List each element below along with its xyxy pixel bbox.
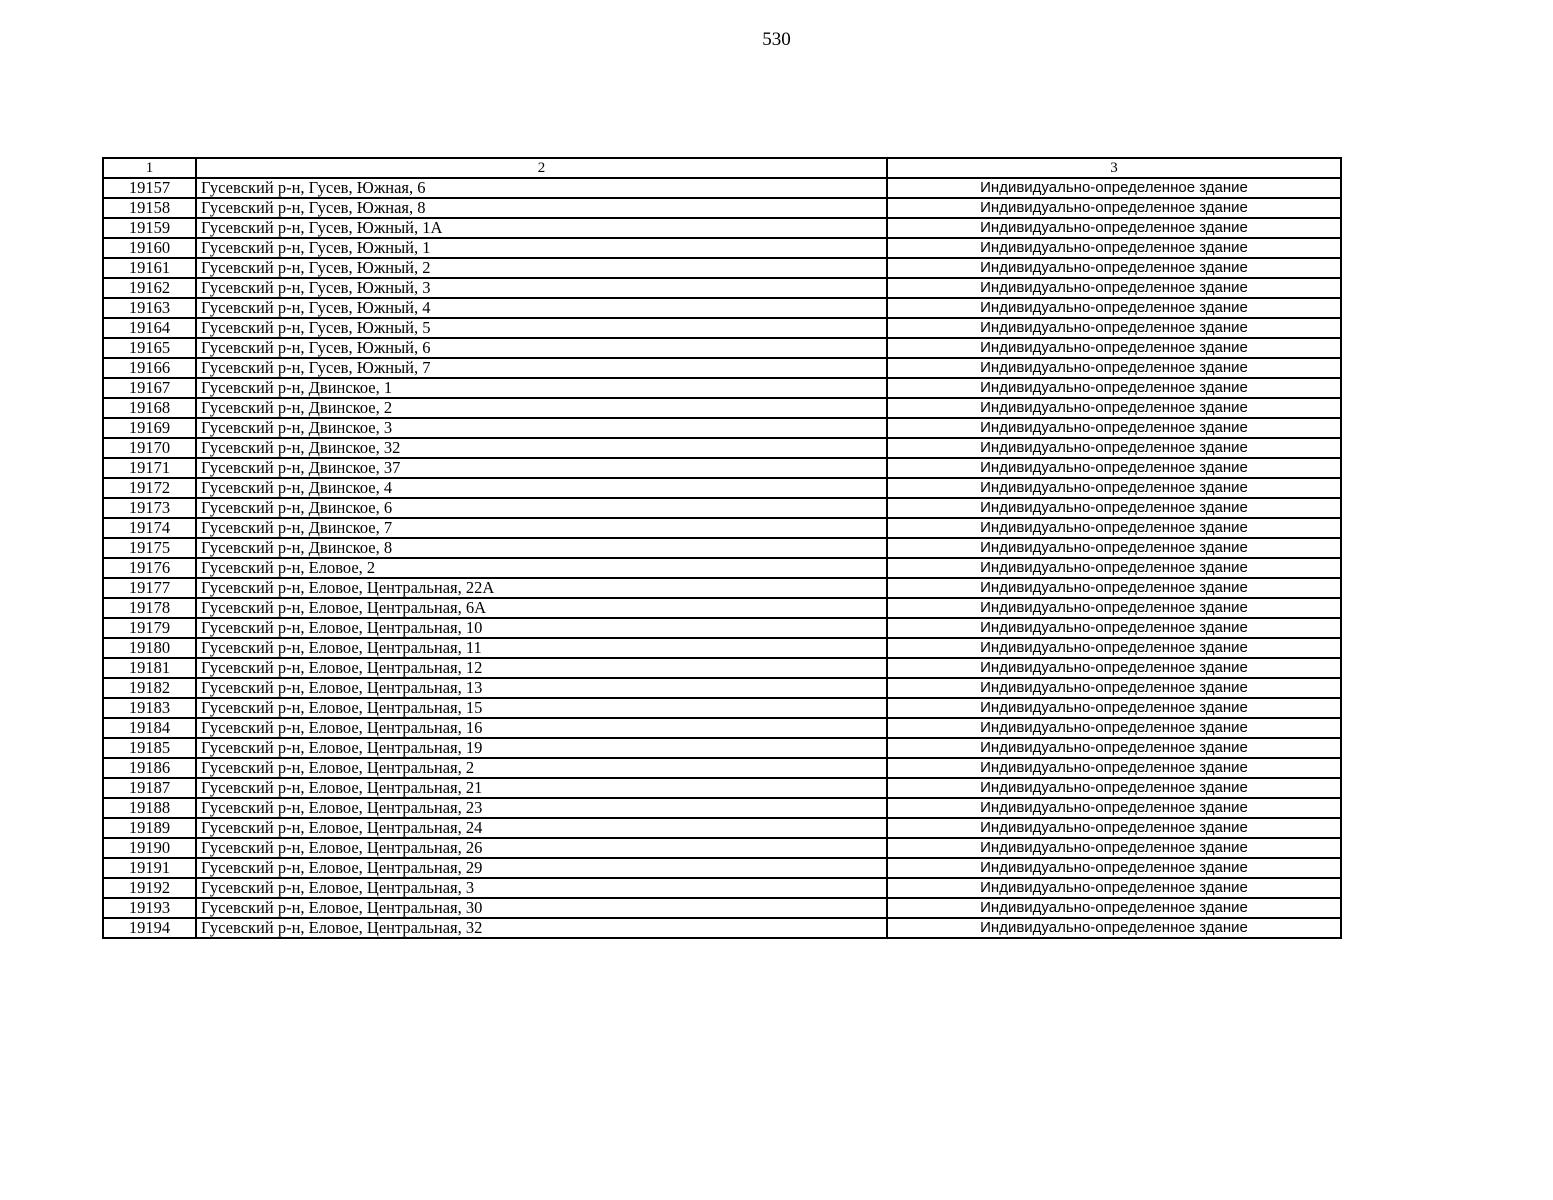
table-row [103,798,1341,818]
address-cell: Гусевский р-н, Еловое, 2 [196,558,887,578]
object-type-cell: Индивидуально-определенное здание [887,178,1341,198]
table-row [103,418,1341,438]
address-cell: Гусевский р-н, Гусев, Южный, 7 [196,358,887,378]
table-row [103,838,1341,858]
table-row [103,658,1341,678]
row-number-cell: 19180 [103,638,196,658]
row-number-cell: 19171 [103,458,196,478]
address-cell: Гусевский р-н, Гусев, Южный, 1А [196,218,887,238]
address-cell: Гусевский р-н, Двинское, 8 [196,538,887,558]
row-number-cell: 19191 [103,858,196,878]
address-cell: Гусевский р-н, Двинское, 37 [196,458,887,478]
address-cell: Гусевский р-н, Еловое, Центральная, 15 [196,698,887,718]
address-cell: Гусевский р-н, Гусев, Южный, 6 [196,338,887,358]
table-row [103,618,1341,638]
table-row [103,458,1341,478]
row-number-cell: 19161 [103,258,196,278]
row-number-cell: 19164 [103,318,196,338]
object-type-cell: Индивидуально-определенное здание [887,538,1341,558]
column-header-3: 3 [887,158,1341,178]
row-number-cell: 19192 [103,878,196,898]
object-type-cell: Индивидуально-определенное здание [887,618,1341,638]
object-type-cell: Индивидуально-определенное здание [887,198,1341,218]
table-row [103,678,1341,698]
address-cell: Гусевский р-н, Двинское, 4 [196,478,887,498]
object-type-cell: Индивидуально-определенное здание [887,258,1341,278]
address-cell: Гусевский р-н, Еловое, Центральная, 3 [196,878,887,898]
address-cell: Гусевский р-н, Еловое, Центральная, 19 [196,738,887,758]
row-number-cell: 19194 [103,918,196,938]
object-type-cell: Индивидуально-определенное здание [887,558,1341,578]
table-row [103,558,1341,578]
table-row [103,778,1341,798]
column-header-1: 1 [103,158,196,178]
row-number-cell: 19172 [103,478,196,498]
table-row [103,318,1341,338]
address-cell: Гусевский р-н, Еловое, Центральная, 10 [196,618,887,638]
row-number-cell: 19190 [103,838,196,858]
table-row [103,218,1341,238]
address-cell: Гусевский р-н, Гусев, Южная, 6 [196,178,887,198]
row-number-cell: 19175 [103,538,196,558]
row-number-cell: 19163 [103,298,196,318]
address-cell: Гусевский р-н, Гусев, Южная, 8 [196,198,887,218]
table-row [103,598,1341,618]
object-type-cell: Индивидуально-определенное здание [887,878,1341,898]
object-type-cell: Индивидуально-определенное здание [887,238,1341,258]
object-type-cell: Индивидуально-определенное здание [887,818,1341,838]
row-number-cell: 19162 [103,278,196,298]
row-number-cell: 19177 [103,578,196,598]
table-row [103,498,1341,518]
address-cell: Гусевский р-н, Еловое, Центральная, 29 [196,858,887,878]
table-row [103,518,1341,538]
object-type-cell: Индивидуально-определенное здание [887,678,1341,698]
row-number-cell: 19185 [103,738,196,758]
object-type-cell: Индивидуально-определенное здание [887,858,1341,878]
address-cell: Гусевский р-н, Еловое, Центральная, 22А [196,578,887,598]
row-number-cell: 19158 [103,198,196,218]
object-type-cell: Индивидуально-определенное здание [887,898,1341,918]
table-row [103,338,1341,358]
table-row [103,878,1341,898]
object-type-cell: Индивидуально-определенное здание [887,218,1341,238]
table-row [103,918,1341,938]
object-type-cell: Индивидуально-определенное здание [887,798,1341,818]
object-type-cell: Индивидуально-определенное здание [887,298,1341,318]
object-type-cell: Индивидуально-определенное здание [887,738,1341,758]
row-number-cell: 19168 [103,398,196,418]
object-type-cell: Индивидуально-определенное здание [887,338,1341,358]
object-type-cell: Индивидуально-определенное здание [887,658,1341,678]
table-row [103,258,1341,278]
page-number: 530 [762,29,791,50]
address-cell: Гусевский р-н, Еловое, Центральная, 32 [196,918,887,938]
object-type-cell: Индивидуально-определенное здание [887,318,1341,338]
address-cell: Гусевский р-н, Еловое, Центральная, 6А [196,598,887,618]
row-number-cell: 19193 [103,898,196,918]
table-header-row [103,158,1341,178]
table-row [103,898,1341,918]
address-cell: Гусевский р-н, Еловое, Центральная, 13 [196,678,887,698]
table-row [103,358,1341,378]
table-row [103,578,1341,598]
row-number-cell: 19176 [103,558,196,578]
table-row [103,818,1341,838]
row-number-cell: 19166 [103,358,196,378]
row-number-cell: 19169 [103,418,196,438]
table-row [103,278,1341,298]
table-row [103,758,1341,778]
object-type-cell: Индивидуально-определенное здание [887,438,1341,458]
row-number-cell: 19167 [103,378,196,398]
address-cell: Гусевский р-н, Еловое, Центральная, 16 [196,718,887,738]
address-cell: Гусевский р-н, Двинское, 6 [196,498,887,518]
row-number-cell: 19179 [103,618,196,638]
object-type-cell: Индивидуально-определенное здание [887,598,1341,618]
row-number-cell: 19181 [103,658,196,678]
object-type-cell: Индивидуально-определенное здание [887,838,1341,858]
address-cell: Гусевский р-н, Двинское, 32 [196,438,887,458]
table-body [103,178,1341,938]
table-row [103,238,1341,258]
row-number-cell: 19186 [103,758,196,778]
address-cell: Гусевский р-н, Гусев, Южный, 4 [196,298,887,318]
table-row [103,378,1341,398]
row-number-cell: 19188 [103,798,196,818]
table-row [103,398,1341,418]
row-number-cell: 19189 [103,818,196,838]
table-row [103,738,1341,758]
row-number-cell: 19187 [103,778,196,798]
object-type-cell: Индивидуально-определенное здание [887,278,1341,298]
object-type-cell: Индивидуально-определенное здание [887,458,1341,478]
address-cell: Гусевский р-н, Гусев, Южный, 1 [196,238,887,258]
row-number-cell: 19174 [103,518,196,538]
object-type-cell: Индивидуально-определенное здание [887,718,1341,738]
object-type-cell: Индивидуально-определенное здание [887,778,1341,798]
table-row [103,718,1341,738]
object-type-cell: Индивидуально-определенное здание [887,358,1341,378]
registry-table [102,157,1342,939]
table-row [103,438,1341,458]
address-cell: Гусевский р-н, Гусев, Южный, 3 [196,278,887,298]
object-type-cell: Индивидуально-определенное здание [887,478,1341,498]
address-cell: Гусевский р-н, Двинское, 3 [196,418,887,438]
table-row [103,178,1341,198]
row-number-cell: 19157 [103,178,196,198]
table-row [103,858,1341,878]
address-cell: Гусевский р-н, Еловое, Центральная, 23 [196,798,887,818]
address-cell: Гусевский р-н, Еловое, Центральная, 26 [196,838,887,858]
row-number-cell: 19159 [103,218,196,238]
table-row [103,638,1341,658]
row-number-cell: 19178 [103,598,196,618]
table-row [103,698,1341,718]
table-row [103,298,1341,318]
row-number-cell: 19170 [103,438,196,458]
address-cell: Гусевский р-н, Еловое, Центральная, 24 [196,818,887,838]
address-cell: Гусевский р-н, Двинское, 2 [196,398,887,418]
row-number-cell: 19165 [103,338,196,358]
row-number-cell: 19182 [103,678,196,698]
object-type-cell: Индивидуально-определенное здание [887,638,1341,658]
address-cell: Гусевский р-н, Еловое, Центральная, 12 [196,658,887,678]
object-type-cell: Индивидуально-определенное здание [887,378,1341,398]
address-cell: Гусевский р-н, Еловое, Центральная, 11 [196,638,887,658]
object-type-cell: Индивидуально-определенное здание [887,758,1341,778]
row-number-cell: 19173 [103,498,196,518]
row-number-cell: 19160 [103,238,196,258]
address-cell: Гусевский р-н, Двинское, 1 [196,378,887,398]
object-type-cell: Индивидуально-определенное здание [887,418,1341,438]
object-type-cell: Индивидуально-определенное здание [887,578,1341,598]
address-cell: Гусевский р-н, Еловое, Центральная, 21 [196,778,887,798]
address-cell: Гусевский р-н, Двинское, 7 [196,518,887,538]
object-type-cell: Индивидуально-определенное здание [887,518,1341,538]
object-type-cell: Индивидуально-определенное здание [887,398,1341,418]
address-cell: Гусевский р-н, Еловое, Центральная, 30 [196,898,887,918]
row-number-cell: 19183 [103,698,196,718]
column-header-2: 2 [196,158,887,178]
object-type-cell: Индивидуально-определенное здание [887,698,1341,718]
address-cell: Гусевский р-н, Гусев, Южный, 2 [196,258,887,278]
address-cell: Гусевский р-н, Гусев, Южный, 5 [196,318,887,338]
table-row [103,478,1341,498]
address-cell: Гусевский р-н, Еловое, Центральная, 2 [196,758,887,778]
object-type-cell: Индивидуально-определенное здание [887,918,1341,938]
table-row [103,198,1341,218]
row-number-cell: 19184 [103,718,196,738]
object-type-cell: Индивидуально-определенное здание [887,498,1341,518]
table-row [103,538,1341,558]
